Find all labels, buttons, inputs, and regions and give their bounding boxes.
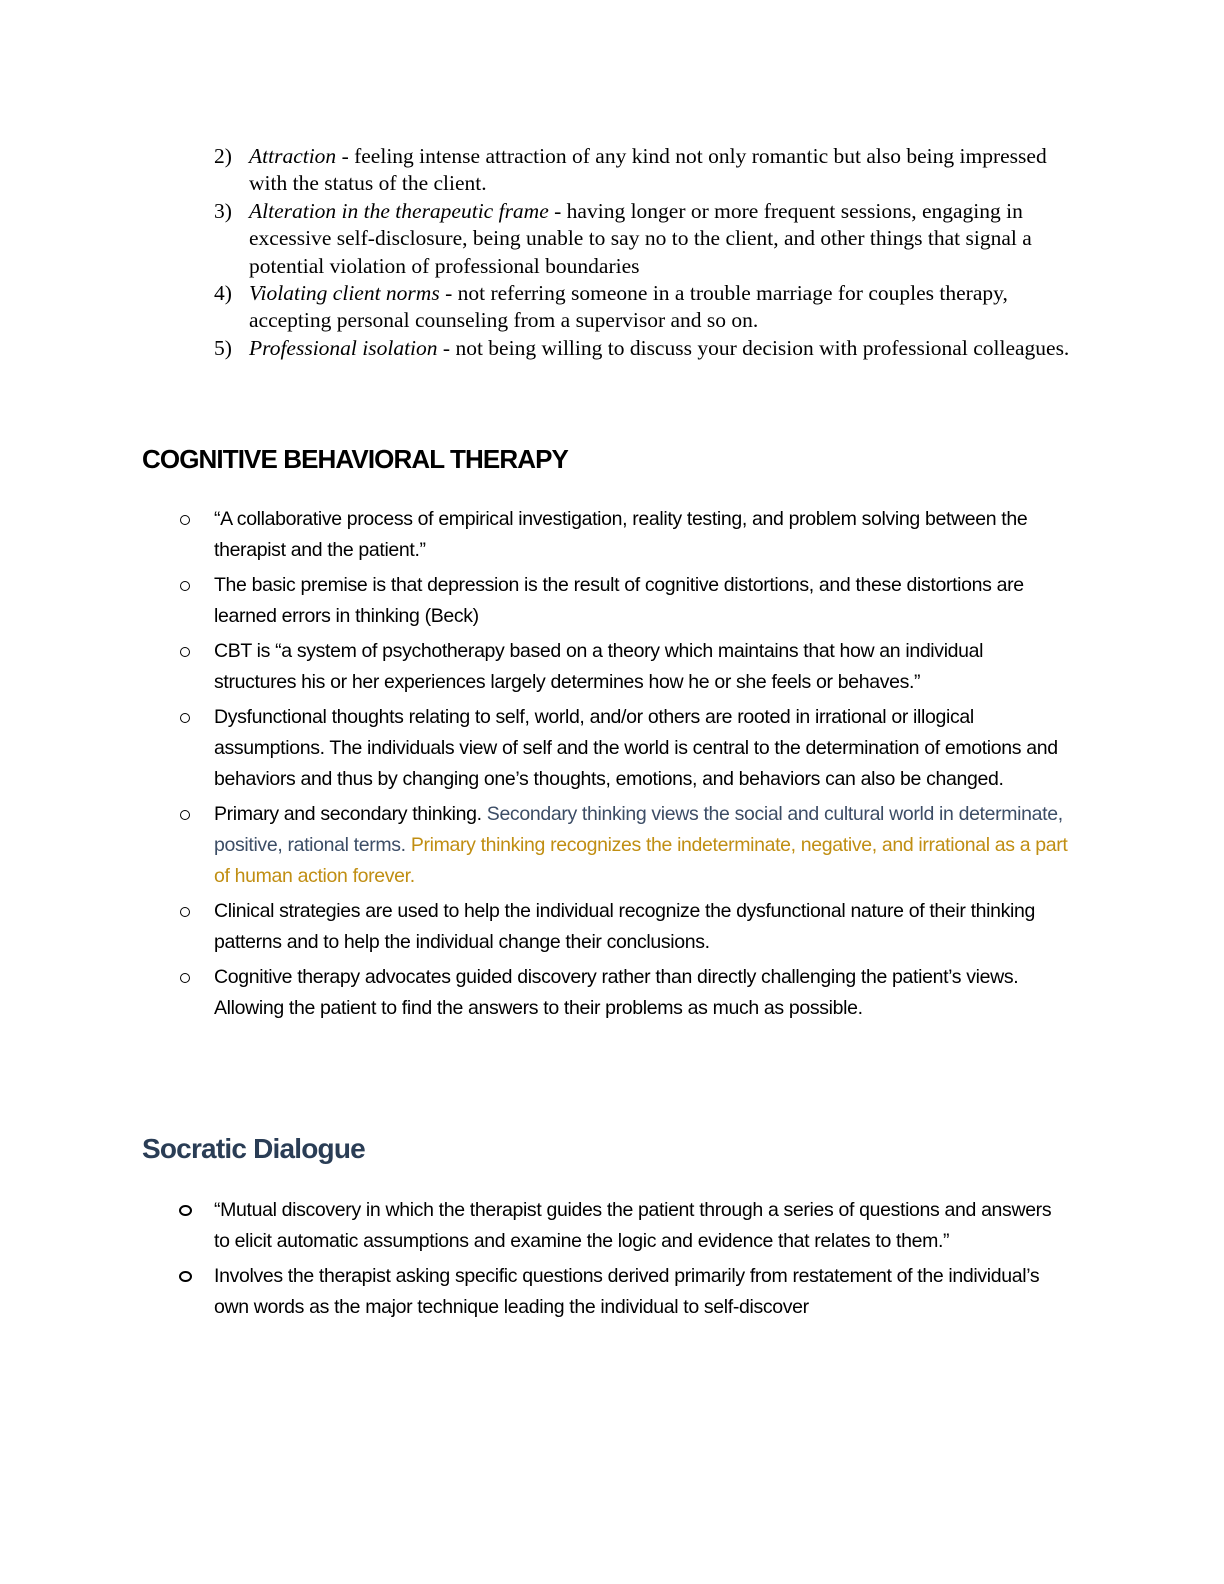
item-text: - not being willing to discuss your decision with professional colleagues. [437, 335, 1070, 360]
item-text: Involves the therapist asking specific questions derived primarily from restatement of the individual’s own words as the major technique leading the individual to self-discover [214, 1265, 1040, 1318]
secondary-thinking-text: Secondary thinking views the social and cultural world in determinate, positive, rational terms. [214, 803, 1063, 856]
item-number: 4) [214, 281, 232, 306]
list-item [214, 198, 1074, 280]
list-item [214, 280, 1074, 335]
list-item [214, 335, 1074, 362]
item-number: 5) [214, 335, 232, 360]
list-item [180, 636, 1070, 698]
circle-bullet-icon [179, 1205, 192, 1216]
circle-bullet-icon [180, 713, 190, 723]
socratic-heading: Socratic Dialogue [142, 1133, 365, 1164]
circle-bullet-icon [180, 515, 190, 525]
item-text: - feeling intense attraction of any kind not only romantic but also being impressed with the status of the client. [249, 144, 1047, 196]
list-item [180, 799, 1070, 892]
list-item [180, 1195, 1070, 1257]
item-number: 2) [214, 144, 232, 168]
item-text: CBT is “a system of psychotherapy based on a theory which maintains that how an individual structures his or her experiences largely determines how he or she feels or behaves.” [214, 640, 984, 693]
item-text: Cognitive therapy advocates guided discovery rather than directly challenging the patient’s views. Allowing the patient to find the answers to their problems as much as possible. [214, 966, 1019, 1019]
numbered-list [214, 143, 1074, 362]
item-text: Primary and secondary thinking. [214, 803, 487, 825]
circle-bullet-icon [180, 907, 190, 917]
item-term: Violating client norms [249, 281, 440, 306]
item-text: - not referring someone in a trouble marriage for couples therapy, accepting personal counseling from a supervisor and so on. [249, 281, 1008, 333]
item-number: 3) [214, 198, 232, 223]
circle-bullet-icon [180, 810, 190, 820]
list-item [180, 504, 1070, 566]
circle-bullet-icon [180, 647, 190, 657]
circle-bullet-icon [180, 581, 190, 591]
list-item [180, 702, 1070, 795]
item-text: Clinical strategies are used to help the individual recognize the dysfunctional nature of their thinking patterns and to help the individual change their conclusions. [214, 900, 1036, 953]
item-text: Dysfunctional thoughts relating to self, world, and/or others are rooted in irrational or illogical assumptions. The individuals view of self and the world is central to the determination of emotions and behaviors and thus by changing one’s thoughts, emotions, and behaviors can also be changed. [214, 706, 1058, 790]
cbt-heading: COGNITIVE BEHAVIORAL THERAPY [142, 444, 568, 474]
list-item [214, 143, 1074, 198]
cbt-bullet-list [180, 504, 1070, 1028]
list-item [180, 962, 1070, 1024]
circle-bullet-icon [180, 973, 190, 983]
list-item [180, 570, 1070, 632]
list-item [180, 896, 1070, 958]
circle-bullet-icon [179, 1271, 192, 1282]
item-term: Professional isolation [249, 335, 438, 360]
item-term: Attraction [249, 144, 337, 168]
list-item [180, 1261, 1070, 1323]
item-text: “Mutual discovery in which the therapist guides the patient through a series of questions and answers to elicit automatic assumptions and examine the logic and evidence that relates to them.” [214, 1199, 1052, 1252]
primary-thinking-text: Primary thinking recognizes the indeterminate, negative, and irrational as a part of human action forever. [214, 834, 1068, 887]
socratic-bullet-list [180, 1195, 1070, 1327]
item-text: “A collaborative process of empirical investigation, reality testing, and problem solving between the therapist and the patient.” [214, 508, 1028, 561]
item-text: - having longer or more frequent sessions, engaging in excessive self-disclosure, being unable to say no to the client, and other things that signal a potential violation of professional boundaries [249, 198, 1032, 278]
item-term: Alteration in the therapeutic frame [249, 198, 549, 223]
item-text: The basic premise is that depression is the result of cognitive distortions, and these distortions are learned errors in thinking (Beck) [214, 574, 1024, 627]
